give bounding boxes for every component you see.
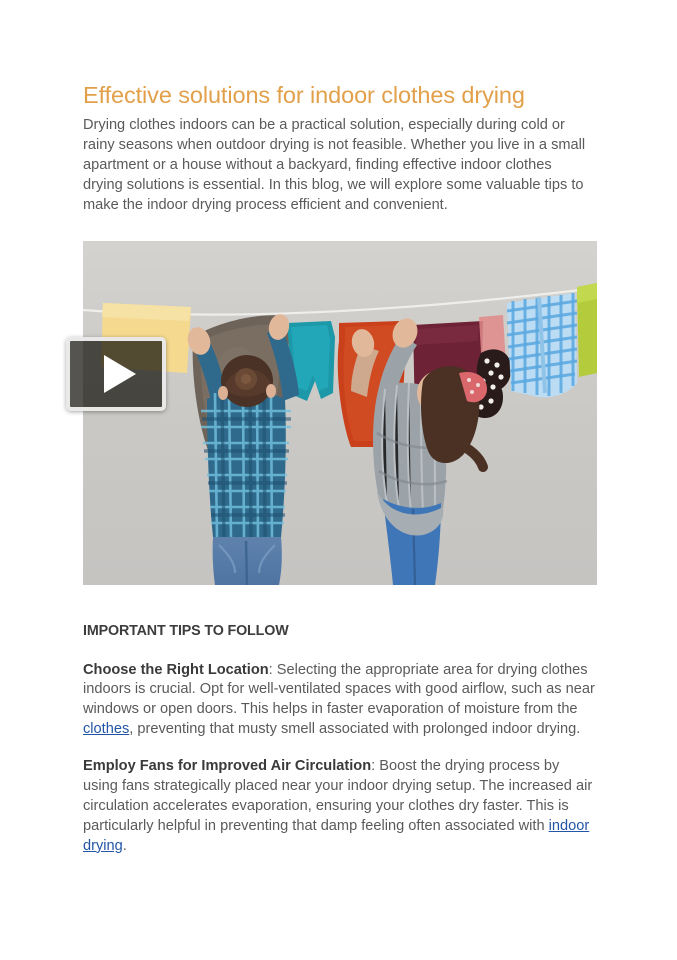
tip-text-before-link: Boost the drying process by using fans strategically placed near your indoor drying setup. The increased air circulation accelerates evaporation, ensuring your clothes dry faster. This is particularly helpful in preventing that damp feeling often associated with <box>83 758 593 834</box>
tip-text-after-link: , preventing that musty smell associated with prolonged indoor drying. <box>129 721 581 738</box>
tip-text-after-link: . <box>122 837 127 854</box>
tip-lead-label: Employ Fans for Improved Air Circulation <box>83 758 372 775</box>
article-content <box>83 80 597 857</box>
tip-separator: : <box>268 661 277 678</box>
tip-text-before-link: Selecting the appropriate area for drying clothes indoors is crucial. Opt for well-ventilated spaces with good airflow, such as near windows or open doors. This helps in faster evaporation of moisture from the <box>83 661 595 718</box>
tip-separator: : <box>371 758 380 775</box>
tip-item <box>83 661 597 741</box>
video-play-overlay[interactable] <box>66 337 166 411</box>
page-title: Effective solutions for indoor clothes drying <box>83 82 525 108</box>
tip-lead-label: Choose the Right Location <box>83 661 269 678</box>
inline-link-clothes[interactable]: clothes <box>83 721 130 738</box>
play-icon[interactable] <box>104 355 136 393</box>
section-heading-important-tips: IMPORTANT TIPS TO FOLLOW <box>83 622 289 639</box>
tips-list <box>83 639 597 857</box>
laundry-photo <box>83 241 597 585</box>
article-figure <box>83 241 597 585</box>
inline-link-indoor-drying[interactable]: indoor drying <box>83 817 590 854</box>
intro-paragraph: Drying clothes indoors can be a practical solution, especially during cold or rainy seasons when outdoor drying is not feasible. Whether you live in a small apartment or a house without a backyard, finding effective indoor clothes drying solutions is essential. In this blog, we will explore some valuable tips to make the indoor drying process efficient and convenient. <box>83 117 586 213</box>
tip-item <box>83 757 597 857</box>
